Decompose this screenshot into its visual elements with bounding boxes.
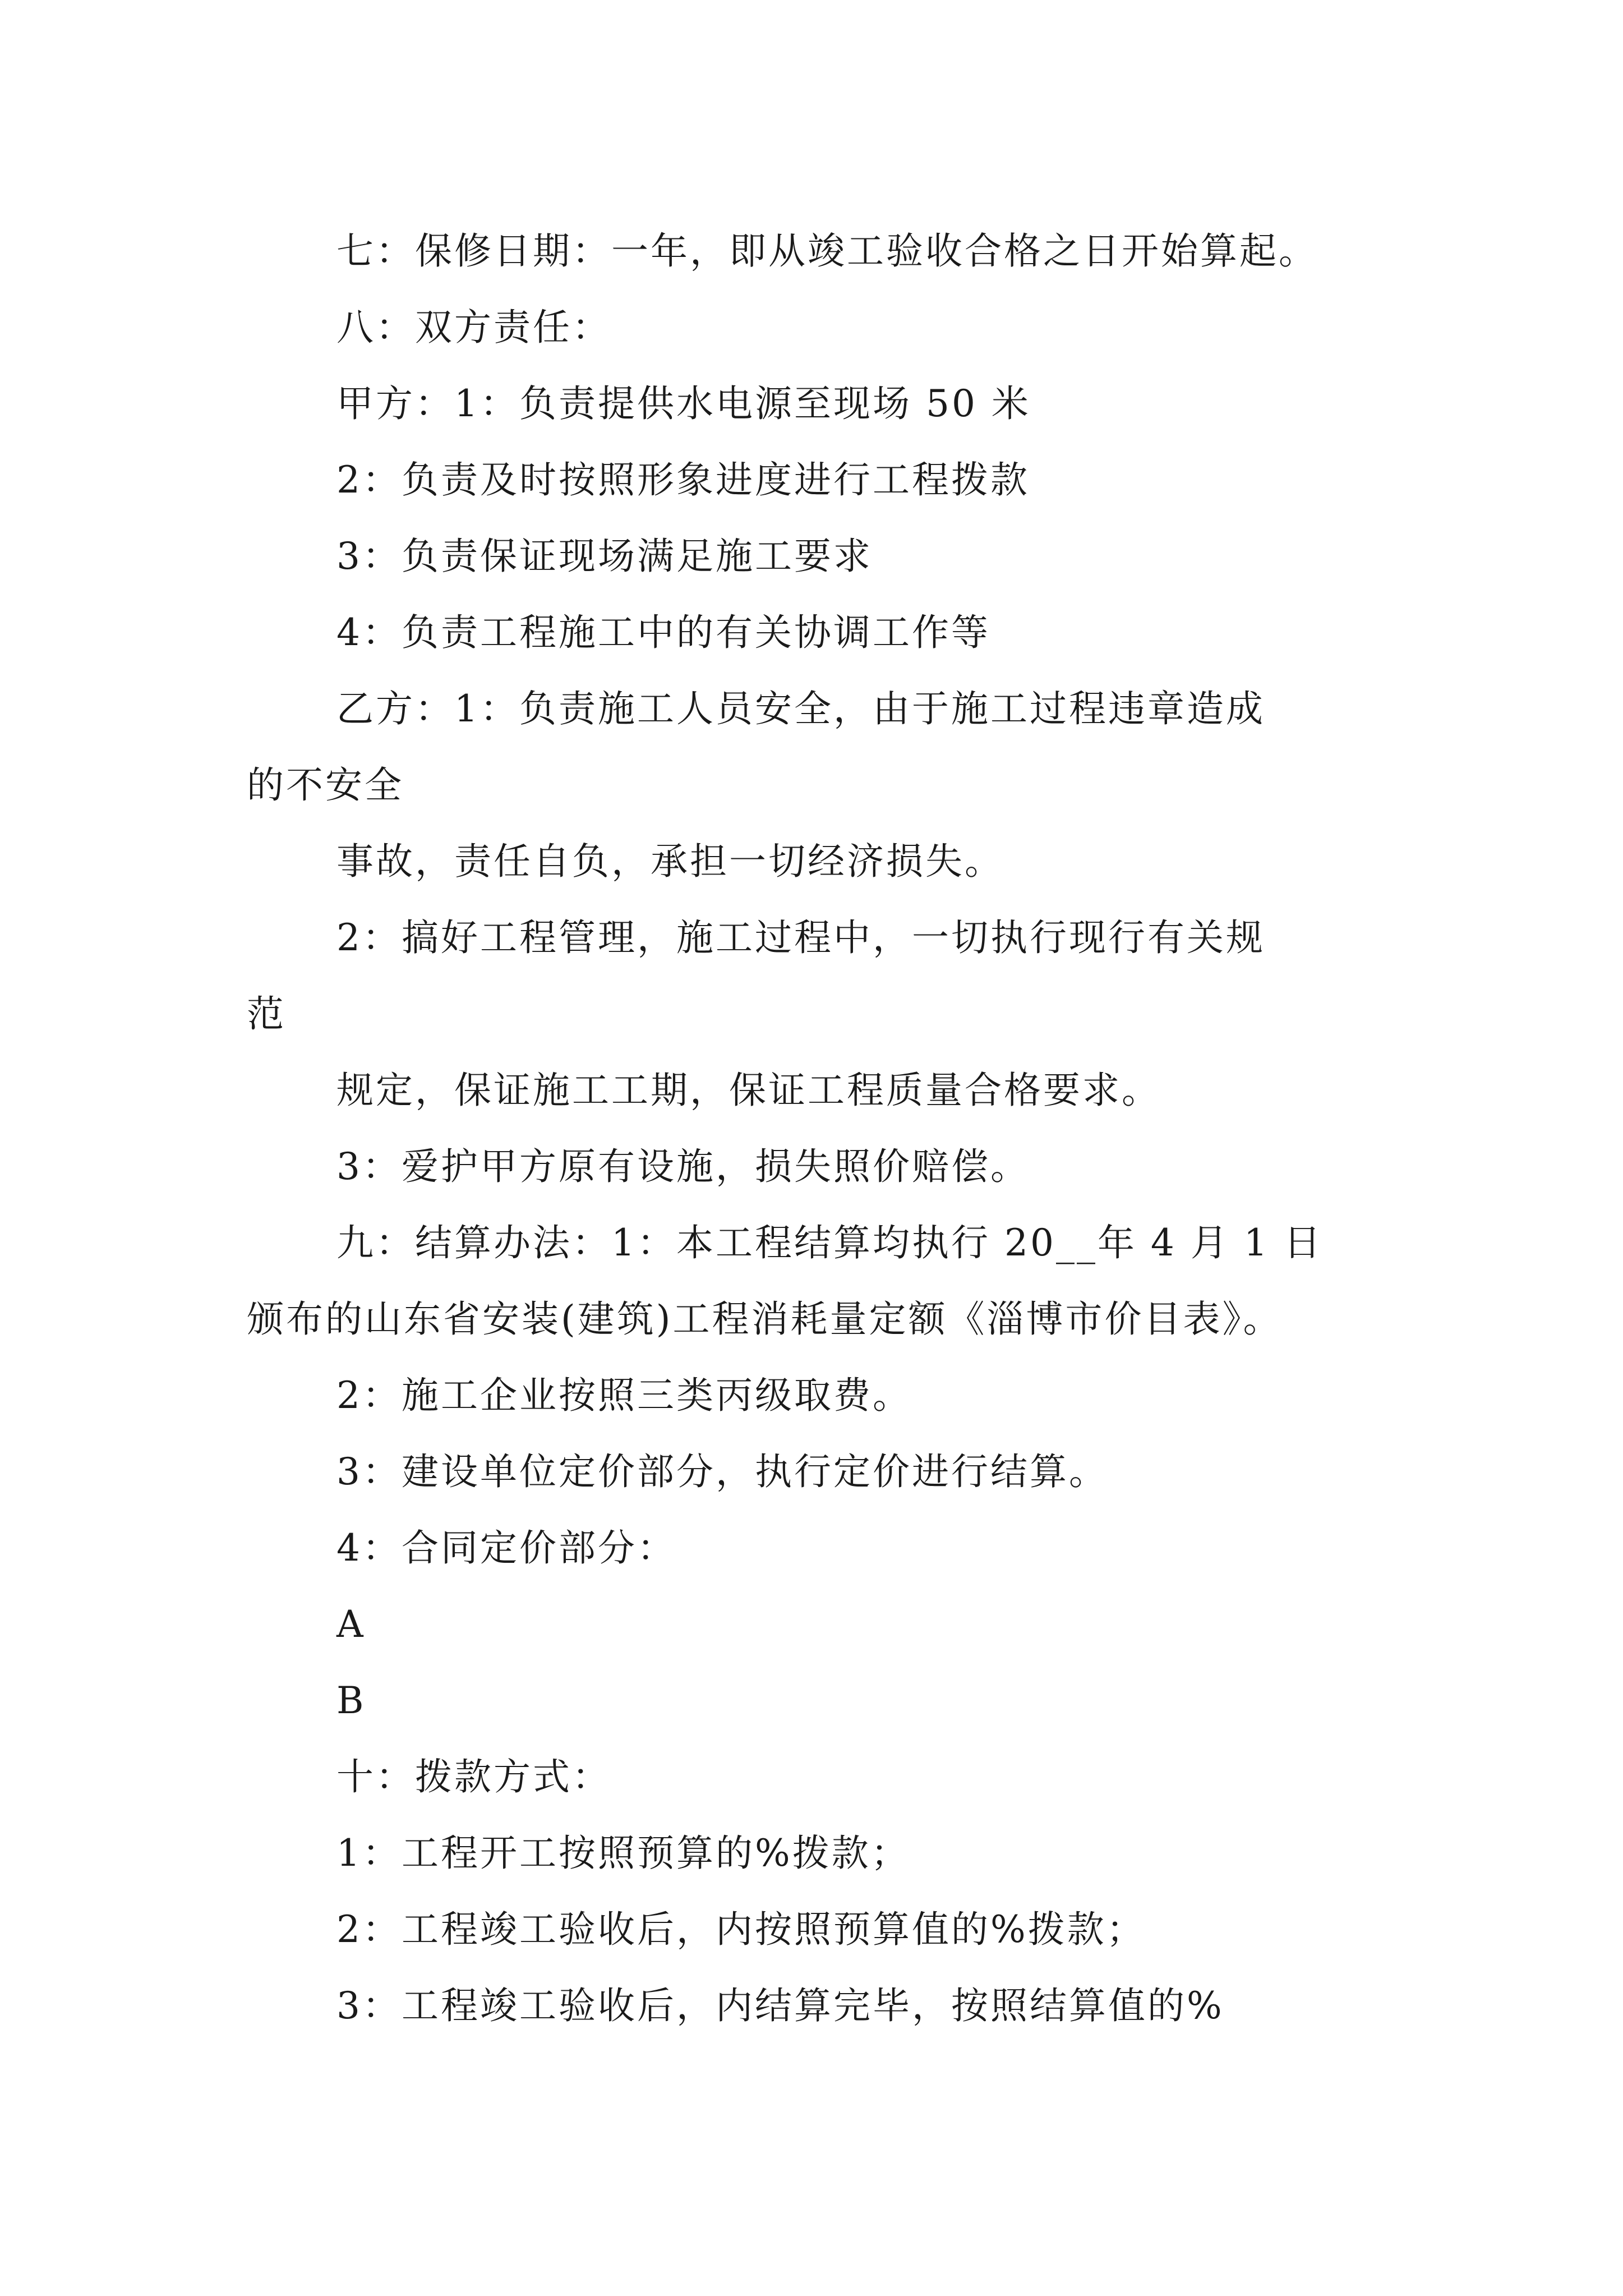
party-a-item-2: 2：负责及时按照形象进度进行工程拨款 <box>336 458 1030 501</box>
party-b-item-1: 乙方：1：负责施工人员安全，由于施工过程违章造成 <box>336 687 1265 730</box>
payment-item-2: 2：工程竣工验收后，内按照预算值的%拨款； <box>336 1908 1146 1951</box>
settlement-item-2: 2：施工企业按照三类丙级取费。 <box>336 1374 912 1417</box>
party-a-item-3: 3：负责保证现场满足施工要求 <box>336 535 873 578</box>
clause-ten-payment: 十：拨款方式： <box>336 1755 611 1798</box>
party-b-item-2-continued: 范 <box>247 992 286 1036</box>
party-b-item-3: 3：爱护甲方原有设施，损失照价赔偿。 <box>336 1145 1030 1188</box>
settlement-item-3: 3：建设单位定价部分，执行定价进行结算。 <box>336 1450 1108 1493</box>
party-a-item-4: 4：负责工程施工中的有关协调工作等 <box>336 611 990 654</box>
clause-seven-warranty: 七：保修日期：一年，即从竣工验收合格之日开始算起。 <box>336 229 1318 273</box>
settlement-item-4: 4：合同定价部分： <box>336 1526 676 1570</box>
settlement-item-b: B <box>336 1679 366 1722</box>
party-b-item-2-continued-2: 规定，保证施工工期，保证工程质量合格要求。 <box>336 1069 1161 1112</box>
clause-nine-settlement: 九：结算办法：1：本工程结算均执行 20__年 4 月 1 日 <box>336 1221 1323 1264</box>
party-b-item-1-continued: 的不安全 <box>247 763 404 807</box>
party-b-item-2: 2：搞好工程管理，施工过程中，一切执行现行有关规 <box>336 916 1265 959</box>
document-body <box>247 213 1396 2044</box>
payment-item-3: 3：工程竣工验收后，内结算完毕，按照结算值的% <box>336 1984 1224 2027</box>
clause-nine-settlement-continued: 颁布的山东省安装(建筑)工程消耗量定额《淄博市价目表》。 <box>247 1297 1283 1341</box>
party-b-item-1-continued-2: 事故，责任自负，承担一切经济损失。 <box>336 840 1004 883</box>
clause-eight-heading: 八：双方责任： <box>336 306 611 349</box>
settlement-item-a: A <box>336 1603 366 1646</box>
payment-item-1: 1：工程开工按照预算的%拨款； <box>336 1832 910 1875</box>
party-a-item-1: 甲方：1：负责提供水电源至现场 50 米 <box>336 382 1031 425</box>
